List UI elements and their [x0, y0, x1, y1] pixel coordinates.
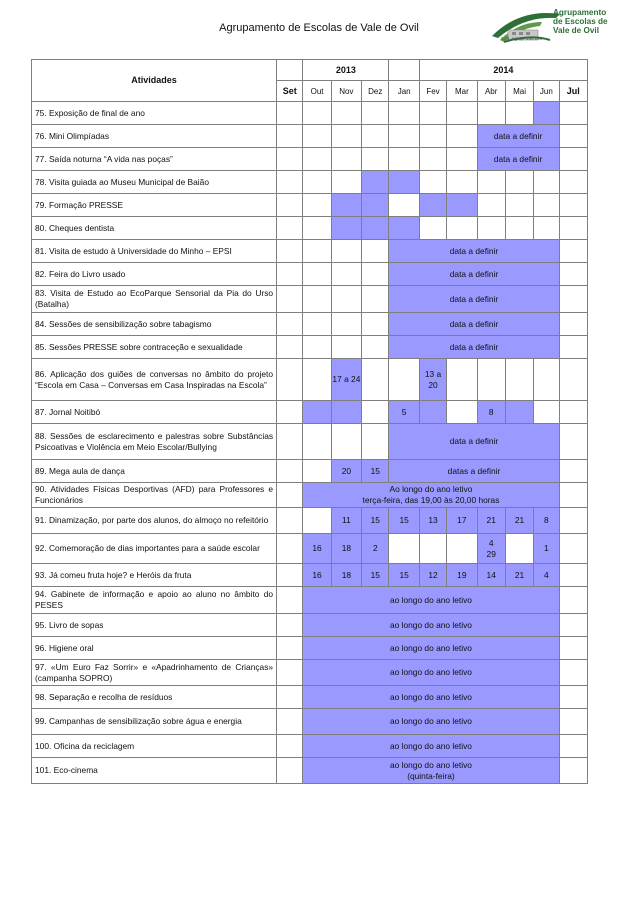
schedule-note: data a definir: [477, 125, 559, 148]
schedule-note: data a definir: [389, 286, 559, 313]
month-nov: Nov: [331, 81, 361, 102]
table-row: [32, 401, 588, 424]
table-row: [32, 313, 588, 336]
schedule-value-line: 29: [486, 548, 496, 559]
activity-label: 77. Saída noturna “A vida nas poças”: [32, 148, 277, 171]
activity-label: 100. Oficina da reciclagem: [32, 735, 277, 758]
schedule-value: 13: [419, 508, 446, 534]
schedule-value: 2: [362, 534, 389, 564]
schedule-value: 21: [505, 564, 533, 587]
year-2014: 2014: [419, 60, 587, 81]
table-row: [32, 359, 588, 401]
month-jun: Jun: [534, 81, 559, 102]
header-row-years: [32, 60, 588, 81]
table-row: [32, 171, 588, 194]
logo-text: Agrupamento de Escolas de Vale de Ovil: [553, 8, 608, 35]
schedule-note: ao longo do ano letivo: [303, 614, 559, 637]
activity-label: 75. Exposição de final de ano: [32, 102, 277, 125]
schedule-note: data a definir: [477, 148, 559, 171]
schedule-cell: [362, 194, 389, 217]
schedule-cell: [331, 217, 361, 240]
year-2013: 2013: [303, 60, 389, 81]
table-row: [32, 735, 588, 758]
activity-label: 82. Feira do Livro usado: [32, 263, 277, 286]
table-row: [32, 424, 588, 460]
activity-label: 92. Comemoração de dias importantes para a saúde escolar: [32, 534, 277, 564]
schedule-value: 4: [534, 564, 559, 587]
month-out: Out: [303, 81, 331, 102]
month-mai: Mai: [505, 81, 533, 102]
activity-label: 98. Separação e recolha de resíduos: [32, 686, 277, 709]
table-row: [32, 637, 588, 660]
activity-label: 83. Visita de Estudo ao EcoParque Sensorial da Pia do Urso (Batalha): [32, 286, 277, 313]
month-dez: Dez: [362, 81, 389, 102]
activity-label: 81. Visita de estudo à Universidade do Minho – EPSI: [32, 240, 277, 263]
activities-header: Atividades: [32, 60, 277, 102]
schedule-value: 15: [389, 564, 419, 587]
schedule-note-line: Ao longo do ano letivo: [389, 484, 473, 494]
schedule-value: 16: [303, 534, 331, 564]
schedule-value: 15: [362, 564, 389, 587]
activity-label: 84. Sessões de sensibilização sobre tabagismo: [32, 313, 277, 336]
schedule-value-line: 4: [488, 537, 494, 548]
table-row: [32, 564, 588, 587]
schedule-cell: [419, 194, 446, 217]
schedule-value: 17: [447, 508, 477, 534]
page-title: Agrupamento de Escolas de Vale de Ovil: [219, 22, 419, 34]
table-row: [32, 263, 588, 286]
schedule-note-line: (quinta-feira): [407, 770, 455, 781]
schedule-value: 14: [477, 564, 505, 587]
schedule-cell: [362, 171, 389, 194]
table-row: [32, 508, 588, 534]
schedule-value: 20: [331, 460, 361, 483]
schedule-cell: [362, 217, 389, 240]
activity-label: 99. Campanhas de sensibilização sobre água e energia: [32, 709, 277, 735]
schedule-cell: [303, 401, 331, 424]
schedule-value: 17 a 24: [331, 359, 361, 401]
activity-label: 94. Gabinete de informação e apoio ao aluno no âmbito do PESES: [32, 587, 277, 614]
activity-label: 86. Aplicação dos guiões de conversas no âmbito do projeto “Escola em Casa – Conversas em Casa Inspiradas na Escola”: [32, 359, 277, 401]
activity-label: 88. Sessões de esclarecimento e palestras sobre Substâncias Psicoativas e Violência em Meio Escolar/Bullying: [32, 424, 277, 460]
schedule-value: 12: [419, 564, 446, 587]
schedule-value: 15: [362, 508, 389, 534]
activity-label: 89. Mega aula de dança: [32, 460, 277, 483]
schedule-note: data a definir: [389, 263, 559, 286]
schedule-cell: [389, 171, 419, 194]
schedule-value: 15: [362, 460, 389, 483]
table-row: [32, 336, 588, 359]
table-row: [32, 148, 588, 171]
table-row: [32, 709, 588, 735]
table-row: [32, 758, 588, 784]
month-fev: Fev: [419, 81, 446, 102]
activity-label: 95. Livro de sopas: [32, 614, 277, 637]
schedule-cell: [505, 401, 533, 424]
schedule-cell: [534, 102, 559, 125]
activity-label: 91. Dinamização, por parte dos alunos, do almoço no refeitório: [32, 508, 277, 534]
month-abr: Abr: [477, 81, 505, 102]
month-jul: Jul: [559, 81, 587, 102]
schedule-value: 21: [477, 508, 505, 534]
activity-label: 76. Mini Olimpíadas: [32, 125, 277, 148]
table-row: [32, 534, 588, 564]
schedule-value: 1: [534, 534, 559, 564]
activity-label: 78. Visita guiada ao Museu Municipal de Baião: [32, 171, 277, 194]
activity-label: 79. Formação PRESSE: [32, 194, 277, 217]
schedule-note: ao longo do ano letivo: [303, 686, 559, 709]
table-row: [32, 660, 588, 686]
schedule-cell: [331, 194, 361, 217]
table-row: [32, 460, 588, 483]
table-row: [32, 217, 588, 240]
schedule-note: ao longo do ano letivo: [303, 587, 559, 614]
activity-label: 96. Higiene oral: [32, 637, 277, 660]
schedule-note: datas a definir: [389, 460, 559, 483]
table-row: [32, 125, 588, 148]
schedule-value: 8: [477, 401, 505, 424]
table-row: [32, 194, 588, 217]
logo-subtext: Cód. Agrup. 150 228: [501, 36, 543, 41]
schedule-note-line: ao longo do ano letivo: [389, 759, 472, 770]
month-mar: Mar: [447, 81, 477, 102]
schedule-value: 13 a 20: [419, 359, 446, 401]
table-row: [32, 102, 588, 125]
schedule-cell: [389, 217, 419, 240]
schedule-note-line: terça-feira, das 19,00 às 20,00 horas: [362, 495, 500, 505]
month-jan: Jan: [389, 81, 419, 102]
schedule-value: 21: [505, 508, 533, 534]
table-row: [32, 587, 588, 614]
activity-label: 87. Jornal Noitibó: [32, 401, 277, 424]
activity-label: 85. Sessões PRESSE sobre contraceção e sexualidade: [32, 336, 277, 359]
schedule-cell: [331, 401, 361, 424]
schedule-note: data a definir: [389, 424, 559, 460]
table-row: [32, 483, 588, 508]
schedule-value: 16: [303, 564, 331, 587]
schedule-note: data a definir: [389, 336, 559, 359]
schedule-note: data a definir: [389, 240, 559, 263]
schedule-value: 5: [389, 401, 419, 424]
month-set: Set: [277, 81, 303, 102]
table-row: [32, 686, 588, 709]
schedule-value: [477, 534, 505, 564]
schedule-note: data a definir: [389, 313, 559, 336]
table-row: [32, 240, 588, 263]
schedule-value: 18: [331, 534, 361, 564]
activity-label: 90. Atividades Físicas Desportivas (AFD) para Professores e Funcionários: [32, 483, 277, 508]
schedule-cell: [447, 194, 477, 217]
schedule-note: ao longo do ano letivo: [303, 709, 559, 735]
activity-label: 80. Cheques dentista: [32, 217, 277, 240]
schedule-note: ao longo do ano letivo: [303, 637, 559, 660]
schedule-value: 15: [389, 508, 419, 534]
activities-table: [31, 59, 588, 784]
schedule-note: ao longo do ano letivo: [303, 660, 559, 686]
activity-label: 101. Eco-cinema: [32, 758, 277, 784]
schedule-note: [303, 483, 559, 508]
schedule-value: 11: [331, 508, 361, 534]
table-row: [32, 286, 588, 313]
schedule-note: [303, 758, 559, 784]
schedule-cell: [419, 401, 446, 424]
schedule-value: 8: [534, 508, 559, 534]
schedule-value: 19: [447, 564, 477, 587]
activity-label: 97. «Um Euro Faz Sorrir» e «Apadrinhamento de Crianças» (campanha SOPRO): [32, 660, 277, 686]
schedule-note: ao longo do ano letivo: [303, 735, 559, 758]
activity-label: 93. Já comeu fruta hoje? e Heróis da fruta: [32, 564, 277, 587]
schedule-value: 18: [331, 564, 361, 587]
table-row: [32, 614, 588, 637]
